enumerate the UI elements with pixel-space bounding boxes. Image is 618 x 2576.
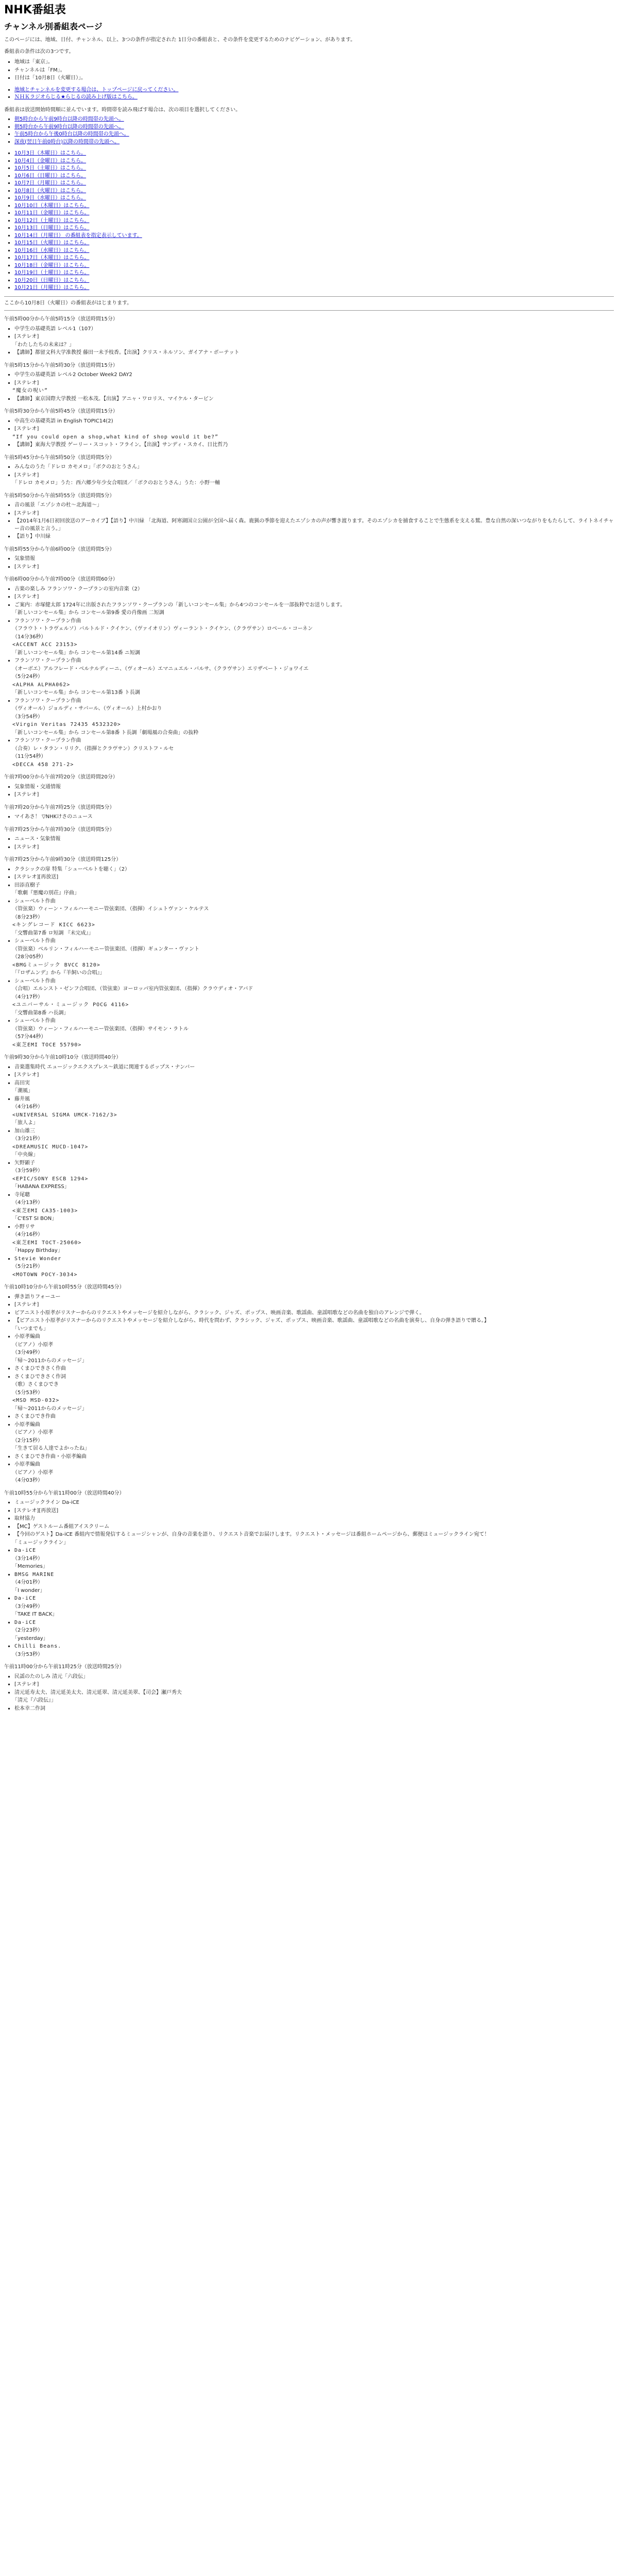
program-detail: （4分13秒） <box>12 1200 43 1206</box>
date-nav-link[interactable]: 10月15日（火曜日）はこちら。 <box>14 240 90 246</box>
program-detail: <EPIC/SONY ESCB 1294> <box>12 1176 89 1182</box>
program-detail: （管弦楽）ウィーン・フィルハーモニー管弦楽団、（指揮）サイモン・ラトル <box>12 1026 188 1032</box>
program-block <box>4 454 614 487</box>
program-title: ▪ 気象情報・交通情報 <box>14 784 614 791</box>
program-detail: 「旅人よ」 <box>12 1120 38 1126</box>
program-detail: ▪ [ステレオ] <box>14 791 614 799</box>
condition-item: ▪ チャンネルは「FM」。 <box>14 67 614 75</box>
program-detail: ▪ 取材協力 <box>14 1515 614 1523</box>
program-detail: “魔女の呪い” <box>12 388 48 394</box>
program-detail: ▪ [ステレオ] <box>14 1301 614 1309</box>
schedule-start-label: ここから10月8日（火曜日）の番組表がはじまります。 <box>4 300 132 306</box>
date-nav-link[interactable]: 10月18日（金曜日）はこちら。 <box>14 262 90 268</box>
condition-link-item <box>14 94 614 101</box>
program-detail: 「帰〜2011からのメッセージ」 <box>12 1358 87 1364</box>
program-detail: <DREAMUSIC MUCD-1047> <box>12 1144 89 1150</box>
program-detail: ▪ [ステレオ] <box>14 564 614 571</box>
conditions-label: 番組表の条件は次の3つです。 <box>4 48 74 55</box>
program-detail: （歌）さくまひでき <box>12 1382 59 1388</box>
date-nav-link[interactable]: 10月14日（月曜日） の番組表を指定表示しています。 <box>14 232 142 239</box>
date-nav-item <box>14 217 614 225</box>
date-nav-link[interactable]: 10月11日（金曜日）はこちら。 <box>14 210 90 216</box>
program-block <box>4 1490 614 1659</box>
program-items <box>4 1064 614 1279</box>
date-nav-link[interactable]: 10月8日（火曜日）はこちら。 <box>14 188 87 194</box>
program-detail: ▪ 松本幸二作詞 <box>14 1705 614 1713</box>
program-detail: ▪ ご案内：赤塚健太郎 1724年に出版されたフランソワ・クープランの「新しいコンセール集」から4つのコンセールを一部抜粋でお送りします。 <box>14 602 614 609</box>
program-detail: （3分59秒） <box>12 1168 43 1174</box>
page-title: NHK番組表 <box>4 4 66 16</box>
program-detail: 「C'EST SI BON」 <box>12 1216 57 1222</box>
time-nav-item <box>14 139 614 146</box>
program-detail: <ACCENT ACC 23153> <box>12 642 78 648</box>
program-detail: （2分15秒） <box>12 1437 43 1444</box>
program-detail: （3分54秒） <box>12 714 43 720</box>
program-detail: <キングレコード KICC 6623> <box>12 922 95 928</box>
program-block <box>4 826 614 852</box>
divider <box>4 296 614 297</box>
program-detail: （5分24秒） <box>12 674 43 680</box>
program-time: 午前9時30分から午前10時10分（放送時間40分） <box>4 1055 122 1061</box>
time-nav-list <box>4 116 614 146</box>
date-nav-item <box>14 165 614 173</box>
program-title: ▪ ミュージックライン Da-iCE <box>14 1499 614 1507</box>
program-detail: ▪ 藤井風 <box>14 1096 614 1104</box>
date-nav-item <box>14 150 614 158</box>
program-detail: ▪ 【講師】東海大学教授 ゲーリー・スコット・フライン。【出演】サンディ・スカイ、日比哲乃 <box>14 442 614 449</box>
program-detail: ▪ [ステレオ] <box>14 472 614 480</box>
date-nav-item <box>14 195 614 202</box>
program-detail: 「歌劇『悪魔の別荘』序曲」 <box>12 890 79 896</box>
program-detail: （11分54秒） <box>12 754 46 760</box>
program-time: 午前11時00分から午前11時25分（放送時間25分） <box>4 1664 125 1670</box>
program-detail: 「新しいコンセール集」から コンセール第14番 ニ短調 <box>12 650 140 656</box>
program-detail: （4分16秒） <box>12 1232 43 1238</box>
program-items <box>4 836 614 851</box>
program-detail: ▪ 【ピアニスト小原孝がリスナーからのリクエストやメッセージを紹介しながら、時代を問わず、クラシック、ジャズ、ポップス、映画音楽、歌謡曲、童謡唱歌などの名曲を演奏し、自身の弾き語りで贈る。】 <box>14 1317 614 1325</box>
date-nav-item <box>14 269 614 277</box>
program-time: 午前7時20分から午前7時25分（放送時間5分） <box>4 804 115 810</box>
program-time: 午前5時00分から午前5時15分（放送時間15分） <box>4 316 118 323</box>
program-detail: 「新しいコンセール集」から コンセール第13番 ト長調 <box>12 690 140 696</box>
program-detail: ▪ [ステレオ][再放送] <box>14 874 614 882</box>
program-items <box>4 814 614 821</box>
program-detail: （ピアノ）小原孝 <box>12 1430 54 1436</box>
program-detail: <BMGミュージック BVCC 8120> <box>12 962 100 968</box>
date-nav-item <box>14 277 614 285</box>
program-detail: <Virgin Veritas 72435 4532320> <box>12 722 121 728</box>
radio-reading-link[interactable]: ＮＨＫラジオらじる★らじるの読み上げ版はこちら。 <box>14 94 138 100</box>
date-nav-item <box>14 225 614 232</box>
program-time: 午前10時55分から午前11時00分（放送時間40分） <box>4 1490 125 1496</box>
program-list <box>4 316 614 1713</box>
program-detail: 「Memories」 <box>12 1564 48 1570</box>
program-detail: ▪ [ステレオ] <box>14 333 614 341</box>
date-nav-item <box>14 180 614 188</box>
program-detail: ▪ [ステレオ] <box>14 844 614 852</box>
time-nav-link[interactable]: 午前5時台から午後0時台以降の時間帯の先頭へ。 <box>14 131 129 138</box>
program-detail: （3分49秒） <box>12 1603 43 1609</box>
program-title: ▪ マイあさ！ ▽NHKけさのニュース <box>14 814 614 821</box>
program-block <box>4 316 614 357</box>
program-time: 午前5時45分から午前5時50分（放送時間5分） <box>4 454 115 461</box>
program-items <box>4 418 614 449</box>
program-detail: <東芝EMI TOCE 55790> <box>12 1042 82 1048</box>
date-nav-link[interactable]: 10月17日（木曜日）はこちら。 <box>14 255 90 261</box>
program-detail: ▪ Da-iCE <box>14 1619 614 1627</box>
program-title: ▪ 気象情報 <box>14 555 614 563</box>
program-items <box>4 1673 614 1713</box>
program-title: ▪ みんなのうた「ドレロ カモメロ」「ボクのおとうさん」 <box>14 464 614 471</box>
program-detail: 「ドレロ カモメロ」うた：西六郷少年少女合唱団／「ボクのおとうさん」うた：小野一輔 <box>12 480 220 486</box>
time-nav-item <box>14 116 614 124</box>
program-detail: ▪ シューベルト作曲 <box>14 978 614 986</box>
program-title: ▪ 中学生の基礎英語 レベル2 October Week2 DAY2 <box>14 371 614 379</box>
page-subtitle: チャンネル別番組表ページ <box>4 21 102 31</box>
program-detail: 「わたしたちの未来は？」 <box>12 342 74 348</box>
program-detail: 「潮風」 <box>12 1088 33 1094</box>
program-detail: ▪ 清元延寿太夫、清元延美太夫、清元延翠、清元延美翠、【司会】瀬戸秀夫 <box>14 1689 614 1697</box>
program-detail: ▪ 矢野顕子 <box>14 1160 614 1167</box>
date-nav-link[interactable]: 10月12日（土曜日）はこちら。 <box>14 217 90 224</box>
program-block <box>4 804 614 821</box>
program-time: 午前7時25分から午前9時30分（放送時間125分） <box>4 857 122 863</box>
date-nav-item <box>14 202 614 210</box>
program-detail: （3分21秒） <box>12 1136 43 1142</box>
date-nav-item <box>14 255 614 262</box>
program-detail: 「帰〜2011からのメッセージ」 <box>12 1405 87 1412</box>
program-detail: ▪ 【MC】ゲストルーム番組アイスクリーム <box>14 1523 614 1531</box>
program-items <box>4 555 614 571</box>
program-time: 午前5時15分から午前5時30分（放送時間15分） <box>4 362 118 368</box>
program-detail: 「中央線」 <box>12 1152 38 1158</box>
program-detail: （2分23秒） <box>12 1628 43 1634</box>
date-nav-link[interactable]: 10月9日（水曜日）はこちら。 <box>14 195 87 201</box>
program-detail: （合唱）エルンスト・ゼンフ合唱団、（管弦楽）ヨーロッパ室内管弦楽団、（指揮）クラウディオ・アバド <box>12 986 253 992</box>
program-title: ▪ 音の風景「エゾシカの杜〜北海道〜」 <box>14 502 614 510</box>
program-detail: ▪ [ステレオ] <box>14 380 614 387</box>
program-title: ▪ 民謡のたのしみ 清元「六段伝」 <box>14 1673 614 1681</box>
date-nav-item <box>14 284 614 292</box>
program-detail: ▪ ピアニスト小原孝がリスナーからのリクエストやメッセージを紹介しながら、クラシック、ジャズ、ポップス、映画音楽、歌謡曲、童謡唱歌などの名曲を独自のアレンジで弾く。 <box>14 1310 614 1317</box>
program-detail: ▪ Stevie Wonder <box>14 1256 614 1263</box>
program-title: ▪ 音楽選集時代 エュージックエクスプレス～鉄道に関連するポップス・ナンバー <box>14 1064 614 1072</box>
program-detail: ▪ フランソワ・クープラン作曲 <box>14 737 614 745</box>
program-block <box>4 362 614 403</box>
program-items <box>4 371 614 403</box>
program-detail: ▪ 小原孝編曲 <box>14 1461 614 1469</box>
date-nav-link[interactable]: 10月19日（土曜日）はこちら。 <box>14 270 90 276</box>
date-nav-link[interactable]: 10月16日（水曜日）はこちら。 <box>14 247 90 253</box>
program-block <box>4 1664 614 1713</box>
date-nav-item <box>14 210 614 217</box>
program-detail: （5分21秒） <box>12 1264 43 1270</box>
program-time: 午前5時50分から午前5時55分（放送時間5分） <box>4 493 115 499</box>
program-detail: （57分44秒） <box>12 1034 46 1040</box>
program-time: 午前5時55分から午前6時00分（放送時間5分） <box>4 546 115 552</box>
time-nav-link[interactable]: 朝5時台から午前9時台以降の時間帯の先頭へ。 <box>14 116 124 123</box>
program-detail: ▪ フランソワ・クープラン作曲 <box>14 698 614 705</box>
date-nav-link[interactable]: 10月3日（木曜日）はこちら。 <box>14 150 87 157</box>
program-detail: ▪ シューベルト作曲 <box>14 898 614 906</box>
program-time: 午前6時00分から午前7時00分（放送時間60分） <box>4 577 118 583</box>
top-page-link[interactable]: 地域とチャンネルを変更する場合は、トップページに戻ってください。 <box>14 87 179 93</box>
program-detail: ▪ さくまひできさく作詞 <box>14 1374 614 1381</box>
program-block <box>4 774 614 799</box>
time-nav-item <box>14 131 614 139</box>
program-detail: （3分14秒） <box>12 1555 43 1562</box>
program-items <box>4 866 614 1049</box>
program-title: ▪ ニュース・気象情報 <box>14 836 614 843</box>
program-detail: 「交響曲第8番 ハ長調」 <box>12 1010 69 1016</box>
program-detail: 「TAKE IT BACK」 <box>12 1612 58 1618</box>
program-detail: 「新しいコンセール集」から コンセール第9番 愛の肖像画 二短調 <box>12 610 164 616</box>
program-detail: 「HABANA EXPRESS」 <box>12 1184 70 1190</box>
program-detail: “If you could open a shop,what kind of shop would it be?” <box>12 434 219 440</box>
program-detail: ▪ Chilli Beans. <box>14 1643 614 1651</box>
program-detail: ▪ 【2014年1月6日初回放送のアーカイブ】【語り】中川緑 「北海道、阿寒湖国立公園が全国へ届く森。鹿猟の季節を迎えたエゾシカの声が響き渡ります。そのエゾシカを捕食することで生態系を支える鷲。豊な自然の深いつながりをもたらして、ライトネイチャー音の風景と言う。」 <box>14 518 614 533</box>
program-detail: ▪ シューベルト作曲 <box>14 1018 614 1025</box>
program-detail: ▪ 高田実 <box>14 1080 614 1088</box>
condition-links <box>4 87 614 101</box>
program-items <box>4 784 614 799</box>
program-detail: 「清元『六段伝』」 <box>12 1698 56 1704</box>
program-detail: 「yesterday」 <box>12 1635 48 1641</box>
program-detail: <MSD MSD-032> <box>12 1398 60 1404</box>
program-detail: （8分23秒） <box>12 914 43 920</box>
program-detail: 「『ロザムンデ』から『羊飼いの合唱』」 <box>12 970 105 976</box>
program-time: 午前7時00分から午前7時20分（放送時間20分） <box>4 774 118 781</box>
date-nav-link[interactable]: 10月7日（月曜日）はこちら。 <box>14 180 87 187</box>
program-detail: （フラウト・トラヴェルソ）バルトルド・クイケン、（ヴァイオリン）ヴィーラント・クイケン、（クラヴサン）ロベール・コーネン <box>12 626 313 632</box>
program-detail: 「Happy Birthday」 <box>12 1248 63 1254</box>
program-time: 午前10時10分から午前10時55分（放送時間45分） <box>4 1284 125 1291</box>
time-nav-link[interactable]: 深夜(翌日午前0時台)以降の時間帯の先頭へ。 <box>14 139 120 145</box>
program-time: 午前5時30分から午前5時45分（放送時間15分） <box>4 409 118 415</box>
program-detail: <MOTOWN POCY-3034> <box>12 1272 78 1278</box>
program-detail: ▪ 加山雄三 <box>14 1128 614 1136</box>
program-detail: ▪ さくまひできさく作曲 <box>14 1365 614 1373</box>
program-detail: （ピアノ）小原孝 <box>12 1469 54 1476</box>
date-nav-link[interactable]: 10月21日（月曜日）はこちら。 <box>14 285 90 291</box>
program-detail: （ピアノ）小原孝 <box>12 1342 54 1348</box>
program-detail: （5分53秒） <box>12 1389 43 1396</box>
program-detail: ▪ 小原孝編曲 <box>14 1333 614 1341</box>
program-detail: ▪ [ステレオ] <box>14 510 614 518</box>
program-block <box>4 1054 614 1279</box>
program-detail: <東芝EMI CA35-1003> <box>12 1208 78 1214</box>
program-detail: ▪ フランソワ・クープラン作曲 <box>14 618 614 625</box>
program-items <box>4 1499 614 1658</box>
date-nav-link[interactable]: 10月6日（日曜日）はこちら。 <box>14 173 87 179</box>
condition-item: ▪ 日付は「10月8日（火曜日）」。 <box>14 75 614 82</box>
date-nav-item <box>14 262 614 270</box>
program-detail: <UNIVERSAL SIGMA UMCK-7162/3> <box>12 1112 117 1118</box>
program-detail: 「生きて居る人達でよかったね」 <box>12 1446 90 1452</box>
program-detail: ▪ [ステレオ] <box>14 1681 614 1689</box>
date-nav-link[interactable]: 10月4日（金曜日）はこちら。 <box>14 158 87 164</box>
program-detail: ▪ [ステレオ] <box>14 426 614 433</box>
program-detail: （4分03秒） <box>12 1478 43 1484</box>
program-title: ▪ 古楽の楽しみ フランソワ・クープランの室内音楽（2） <box>14 586 614 594</box>
program-block <box>4 856 614 1049</box>
program-detail: ▪ 田添直樹子 <box>14 882 614 890</box>
program-block <box>4 576 614 769</box>
program-detail: （4分17秒） <box>12 994 43 1000</box>
program-title: ▪ 弾き語りフォーユー <box>14 1294 614 1301</box>
program-items <box>4 1294 614 1485</box>
program-items <box>4 464 614 487</box>
program-detail: （4分01秒） <box>12 1580 43 1586</box>
date-nav-link[interactable]: 10月13日（日曜日）はこちら。 <box>14 225 90 231</box>
date-nav-link[interactable]: 10月5日（土曜日）はこちら。 <box>14 165 87 172</box>
program-detail: ▪ 【講師】東京国際大学教授 一松本茂。【出演】アニャ・ワロリス、マイケル・タービン <box>14 396 614 403</box>
program-block <box>4 1284 614 1485</box>
program-detail: ▪ 寺尾聰 <box>14 1192 614 1199</box>
program-detail: ▪ [ステレオ] <box>14 594 614 601</box>
program-detail: ▪ 小原孝編曲 <box>14 1421 614 1429</box>
program-detail: <DECCA 458 271-2> <box>12 761 74 768</box>
program-title: ▪ クラシックの扉 特集「シューベルトを聴く」（2） <box>14 866 614 874</box>
program-detail: ▪ 【講師】都留文科大学准教授 藤田一未予枝香。【出演】クリス・ネルソン、ガイアナ・ボーテット <box>14 349 614 357</box>
program-detail: ▪ フランソワ・クープラン作曲 <box>14 657 614 665</box>
program-detail: 「交響曲第7番 ロ短調 『未完成』」 <box>12 930 94 936</box>
program-detail: （管弦楽）ウィーン・フィルハーモニー管弦楽団、（指揮）イシュトヴァン・ケルテス <box>12 906 209 912</box>
condition-link-item <box>14 87 614 94</box>
time-nav-link[interactable]: 朝5時台から午前9時台以降の時間帯の先頭へ。 <box>14 124 124 130</box>
program-detail: ▪ さくまひでき作曲・小原孝編曲 <box>14 1453 614 1461</box>
program-detail: <ユニバーサル・ミュージック POCG 4116> <box>12 1002 129 1008</box>
program-detail: （4分16秒） <box>12 1104 43 1110</box>
program-block <box>4 546 614 571</box>
program-detail: <ALPHA ALPHA062> <box>12 682 71 688</box>
program-detail: ▪ 【今回のゲスト】Da-iCE 番組内で情報発信するミュージシャンが、自身の音楽を語り、リクエスト音楽でお届けします。リクエスト・メッセージは番組ホームページから、郵便はミュージックライン宛て！ <box>14 1531 614 1539</box>
program-detail: （合奏）レ・タラン・リリク、（指揮とクラヴサン）クリストフ・ルセ <box>12 745 174 752</box>
program-detail: ▪ [ステレオ][再放送] <box>14 1507 614 1515</box>
date-nav-item <box>14 158 614 165</box>
program-detail: （14分36秒） <box>12 634 46 640</box>
date-nav-item <box>14 173 614 180</box>
program-detail: ▪ BMSG MARINE <box>14 1571 614 1579</box>
program-items <box>4 502 614 541</box>
program-detail: 「いつまでも」 <box>12 1326 48 1332</box>
intro-text: このページには、地域、日付、チャンネル、以上、3つの条件が指定された 1日分の番組表と、その条件を変更するためのナビゲーション、があります。 <box>4 37 356 43</box>
date-nav-link[interactable]: 10月10日（木曜日）はこちら。 <box>14 202 90 209</box>
divider <box>4 310 614 311</box>
program-block <box>4 408 614 449</box>
program-detail: ▪ [ステレオ] <box>14 1072 614 1079</box>
date-nav-item <box>14 232 614 240</box>
program-detail: （3分53秒） <box>12 1651 43 1657</box>
program-detail: ▪ 小野リサ <box>14 1224 614 1231</box>
conditions-list <box>4 59 614 82</box>
program-detail: （オーボエ）アルフレード・ベルナルディーニ、（ヴィオール）エマニュエル・バルサ、（クラヴサン）エリザベート・ジョワイエ <box>12 666 309 672</box>
program-detail: （ヴィオール）ジョルディ・サバール、（ヴィオール）上村かおり <box>12 706 162 712</box>
program-block <box>4 493 614 541</box>
date-nav-item <box>14 240 614 247</box>
program-detail: 「I wonder」 <box>12 1587 45 1594</box>
program-detail: ▪ さくまひでき作曲 <box>14 1413 614 1421</box>
date-nav-item <box>14 188 614 195</box>
program-detail: （28分05秒） <box>12 954 46 960</box>
condition-item: ▪ 地域は「東京」。 <box>14 59 614 66</box>
program-time: 午前7時25分から午前7時30分（放送時間5分） <box>4 826 115 833</box>
program-detail: ▪ シューベルト作曲 <box>14 938 614 945</box>
program-title: ▪ 中学生の基礎英語 レベル1（107） <box>14 326 614 333</box>
program-detail: ▪ Da-iCE <box>14 1547 614 1555</box>
date-nav-link[interactable]: 10月20日（日曜日）はこちら。 <box>14 277 90 283</box>
program-detail: （3分49秒） <box>12 1350 43 1356</box>
time-nav-label: 番組表は放送開始時間順に並んでいます。時間帯を読み飛ばす場合は、次の項目を選択してください。 <box>4 107 241 113</box>
program-detail: ▪ Da-iCE <box>14 1595 614 1603</box>
program-title: ▪ 中高生の基礎英語 in English TOPIC14(2) <box>14 418 614 426</box>
date-nav-item <box>14 247 614 255</box>
program-detail: （管弦楽）ベルリン・フィルハーモニー管弦楽団、（指揮）ギュンター・ヴァント <box>12 946 199 952</box>
program-items <box>4 326 614 357</box>
program-detail: 「ミュージックライン」 <box>12 1539 69 1546</box>
program-detail: <東芝EMI TOCT-25060> <box>12 1240 82 1246</box>
program-detail: 「新しいコンセール集」から コンセール第8番 ト長調「劇場風の合奏曲」の抜粋 <box>12 730 199 736</box>
date-nav-list <box>4 150 614 292</box>
time-nav-item <box>14 124 614 131</box>
program-items <box>4 586 614 769</box>
program-detail: ▪ 【語り】中川緑 <box>14 533 614 541</box>
